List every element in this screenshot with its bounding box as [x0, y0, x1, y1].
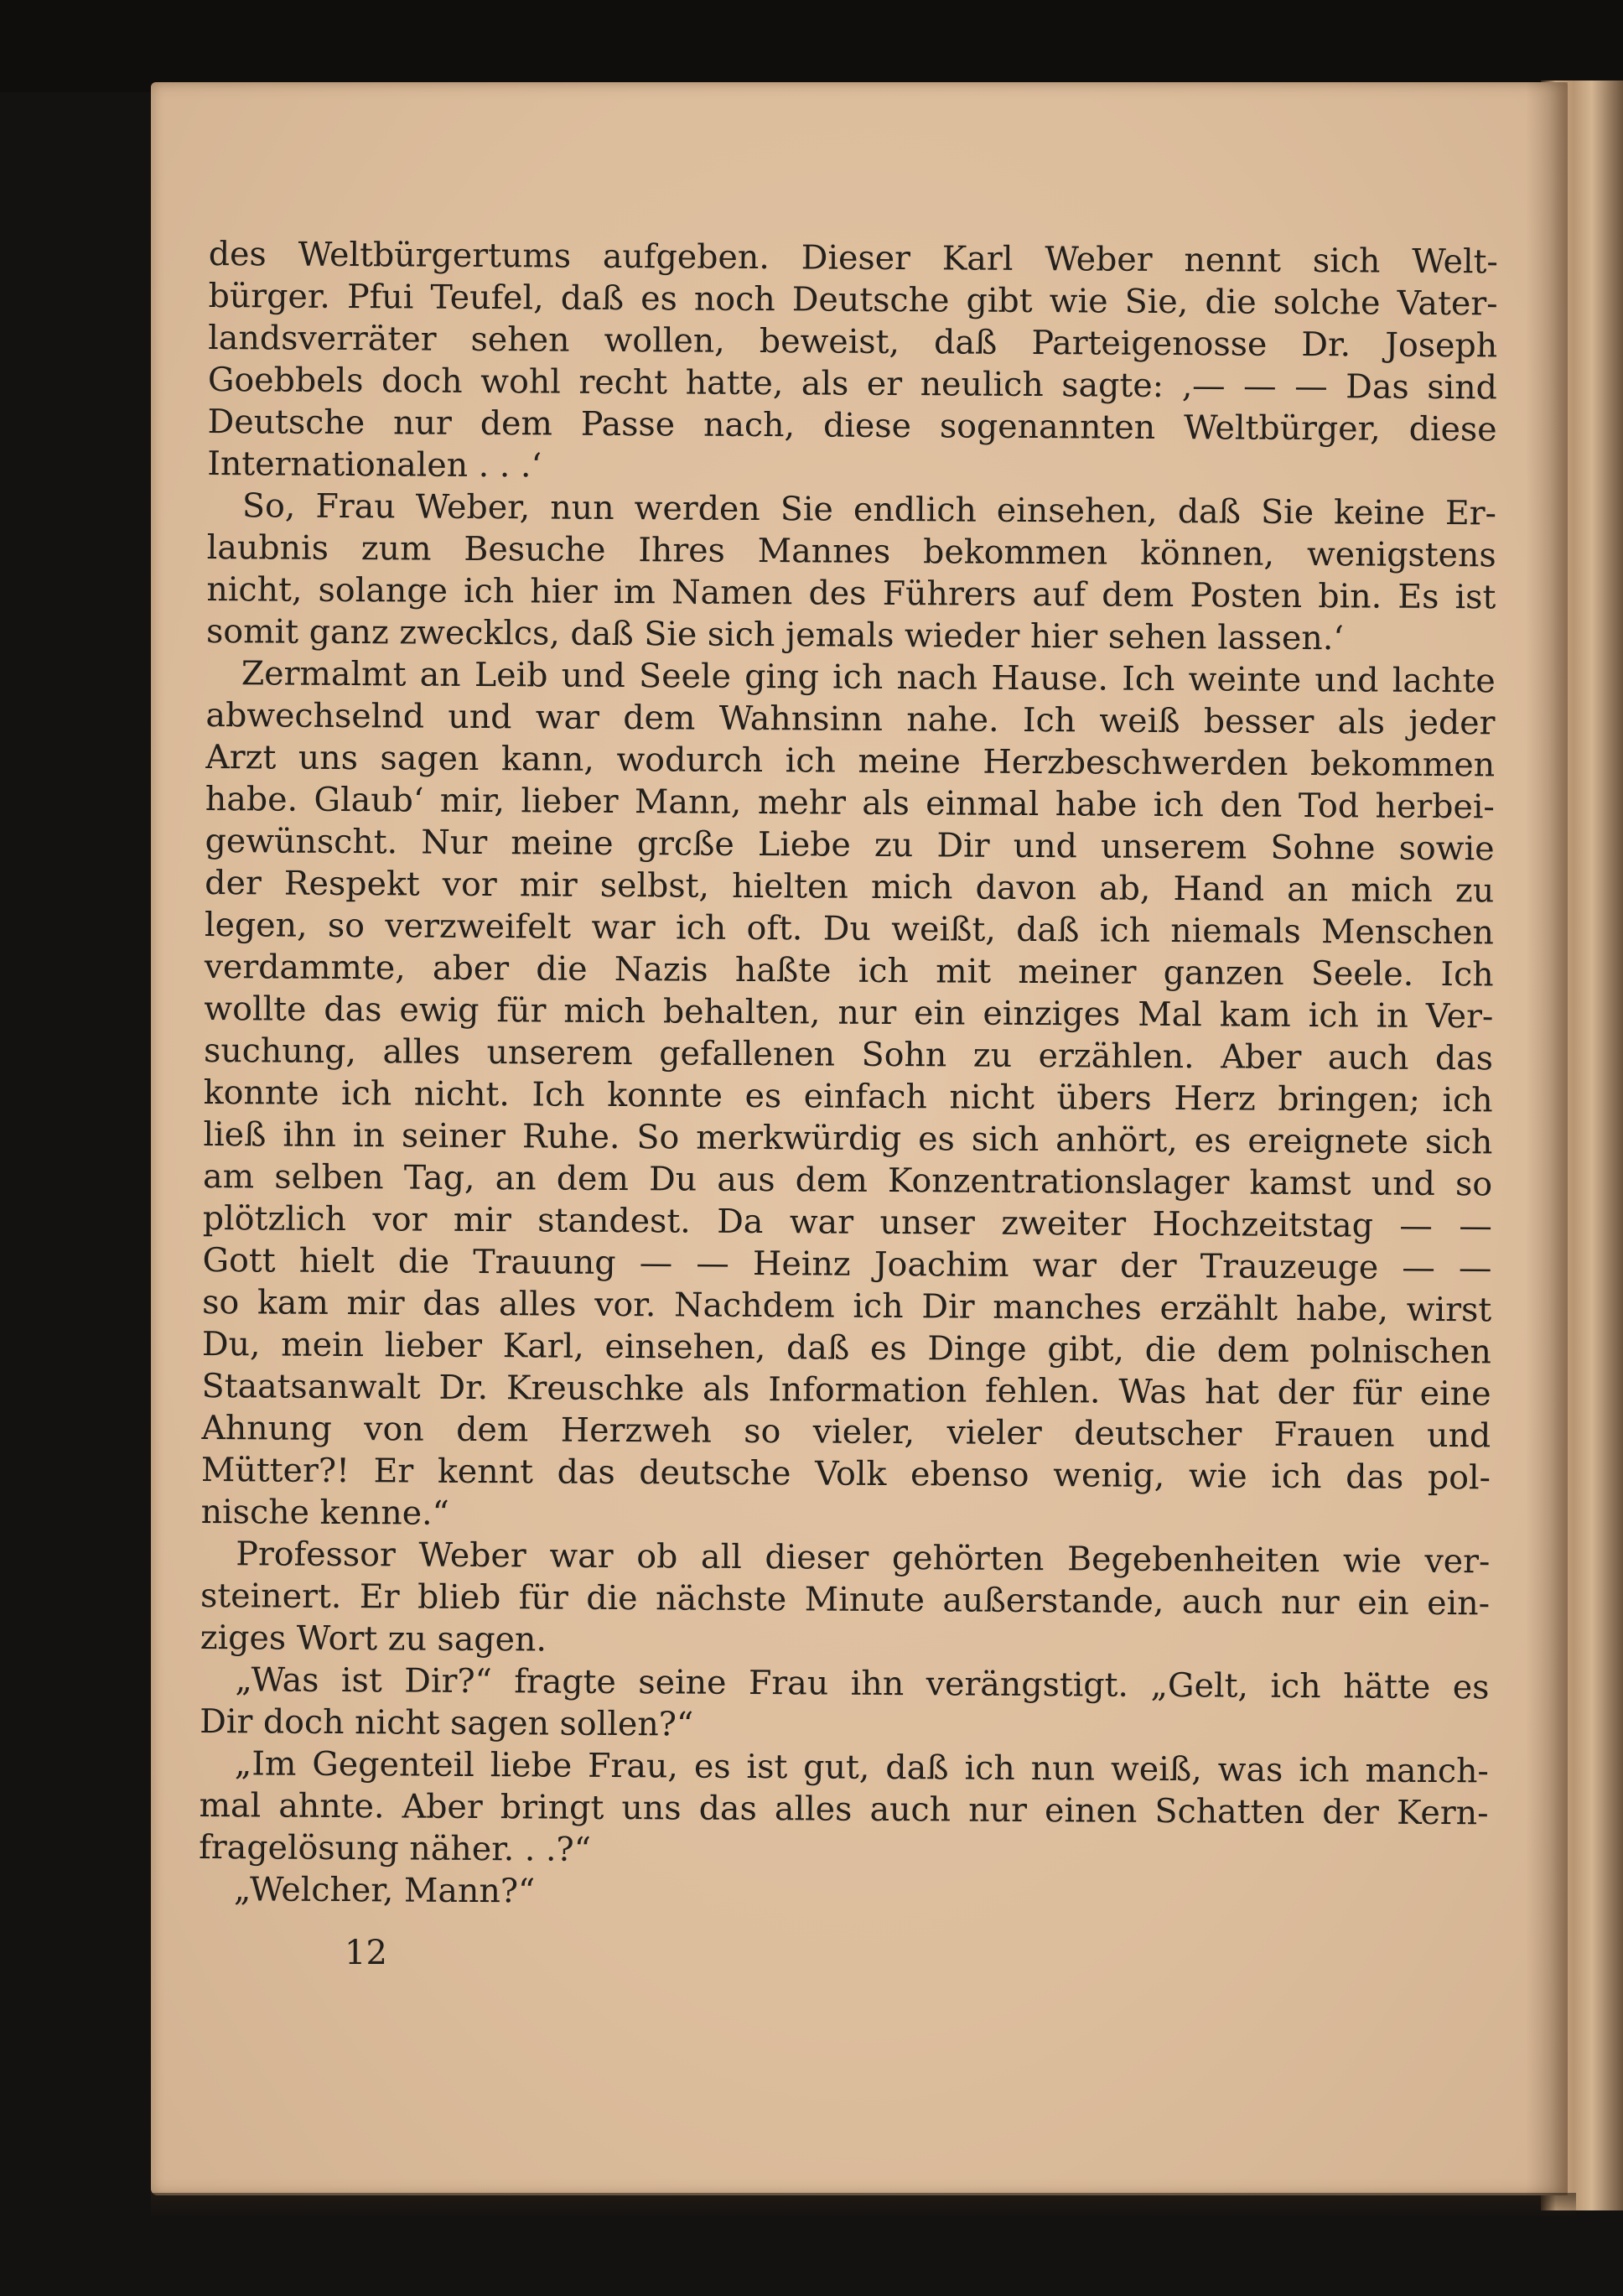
body-text — [199, 233, 1498, 1918]
text-line: nicht, solange ich hier im Namen des Führers auf dem Posten bin. Es ist — [206, 569, 1496, 617]
text-line: verdammte, aber die Nazis haßte ich mit meiner ganzen Seele. Ich — [204, 947, 1494, 995]
text-line: Gott hielt die Trauung — — Heinz Joachim war der Trauzeuge — — — [202, 1240, 1492, 1288]
text-line: Staatsanwalt Dr. Kreuschke als Information fehlen. Was hat der für eine — [201, 1366, 1491, 1414]
text-line: habe. Glaub‘ mir, lieber Mann, mehr als einmal habe ich den Tod herbei- — [205, 779, 1495, 827]
text-line: der Respekt vor mir selbst, hielten mich davon ab, Hand an mich zu — [205, 863, 1495, 911]
text-line: „Welcher, Mann?“ — [233, 1870, 536, 1911]
text-line: suchung, alles unserem gefallenen Sohn zu erzählen. Aber auch das — [203, 1031, 1494, 1078]
text-line: Zermalmt an Leib und Seele ging ich nach Hause. Ich weinte und lachte — [241, 654, 1496, 701]
text-line: mal ahnte. Aber bringt uns das alles auch nur einen Schatten der Kern- — [199, 1785, 1489, 1833]
text-line: gewünscht. Nur meine grcße Liebe zu Dir und unserem Sohne sowie — [205, 821, 1495, 869]
text-line: ziges Wort zu sagen. — [200, 1618, 547, 1660]
backdrop — [0, 0, 1623, 92]
text-line: fragelösung näher. . .?“ — [199, 1827, 591, 1869]
text-line: am selben Tag, an dem Du aus dem Konzentrationslager kamst und so — [202, 1156, 1493, 1204]
text-line: Ahnung von dem Herzweh so vieler, vieler deutscher Frauen und — [201, 1408, 1491, 1456]
text-line: landsverräter sehen wollen, beweist, daß Parteigenosse Dr. Joseph — [208, 318, 1498, 366]
page-bottom-shadow — [151, 2193, 1576, 2218]
text-line: Du, mein lieber Karl, einsehen, daß es Dinge gibt, die dem polnischen — [201, 1324, 1492, 1372]
text-line: abwechselnd und war dem Wahnsinn nahe. Ich weiß besser als jeder — [205, 695, 1496, 743]
text-line: laubnis zum Besuche Ihres Mannes bekommen können, wenigstens — [206, 527, 1496, 575]
text-line: Deutsche nur dem Passe nach, diese sogenannten Weltbürger, diese — [207, 402, 1497, 449]
page-number: 12 — [345, 1934, 387, 1972]
text-line: somit ganz zwecklcs, daß Sie sich jemals wieder hier sehen lassen.‘ — [205, 611, 1345, 658]
text-line: legen, so verzweifelt war ich oft. Du weißt, daß ich niemals Menschen — [204, 905, 1495, 953]
page-gutter-shadow — [1526, 82, 1568, 2195]
text-line: bürger. Pfui Teufel, daß es noch Deutsche gibt wie Sie, die solche Vater- — [208, 276, 1498, 324]
text-line: „Was ist Dir?“ fragte seine Frau ihn verängstigt. „Gelt, ich hätte es — [235, 1660, 1490, 1707]
text-line: nische kenne.“ — [200, 1492, 449, 1533]
text-line: plötzlich vor mir standest. Da war unser zweiter Hochzeitstag — — — [202, 1198, 1492, 1246]
text-line: wollte das ewig für mich behalten, nur ein einziges Mal kam ich in Ver- — [204, 989, 1494, 1036]
text-line: Internationalen . . .‘ — [207, 444, 542, 486]
text-line: Dir doch nicht sagen sollen?“ — [200, 1701, 694, 1744]
text-line: Mütter?! Er kennt das deutsche Volk ebenso wenig, wie ich das pol- — [200, 1450, 1491, 1498]
text-line: „Im Gegenteil liebe Frau, es ist gut, daß ich nun weiß, was ich manch- — [234, 1744, 1489, 1791]
text-line: So, Frau Weber, nun werden Sie endlich einsehen, daß Sie keine Er- — [241, 486, 1497, 533]
text-line: konnte ich nicht. Ich konnte es einfach nicht übers Herz bringen; ich — [203, 1073, 1493, 1120]
text-line: Arzt uns sagen kann, wodurch ich meine Herzbeschwerden bekommen — [205, 737, 1496, 785]
text-line: Professor Weber war ob all dieser gehörten Begebenheiten wie ver- — [236, 1535, 1491, 1582]
text-line: Goebbels doch wohl recht hatte, als er neulich sagte: ‚— — — Das sind — [207, 360, 1498, 408]
text-line: steinert. Er blieb für die nächste Minute außerstande, auch nur ein ein- — [200, 1576, 1491, 1623]
text-line: des Weltbürgertums aufgeben. Dieser Karl Weber nennt sich Welt- — [208, 234, 1498, 282]
text-line: ließ ihn in seiner Ruhe. So merkwürdig es sich anhört, es ereignete sich — [203, 1114, 1493, 1162]
text-line: so kam mir das alles vor. Nachdem ich Dir manches erzählt habe, wirst — [202, 1282, 1492, 1330]
